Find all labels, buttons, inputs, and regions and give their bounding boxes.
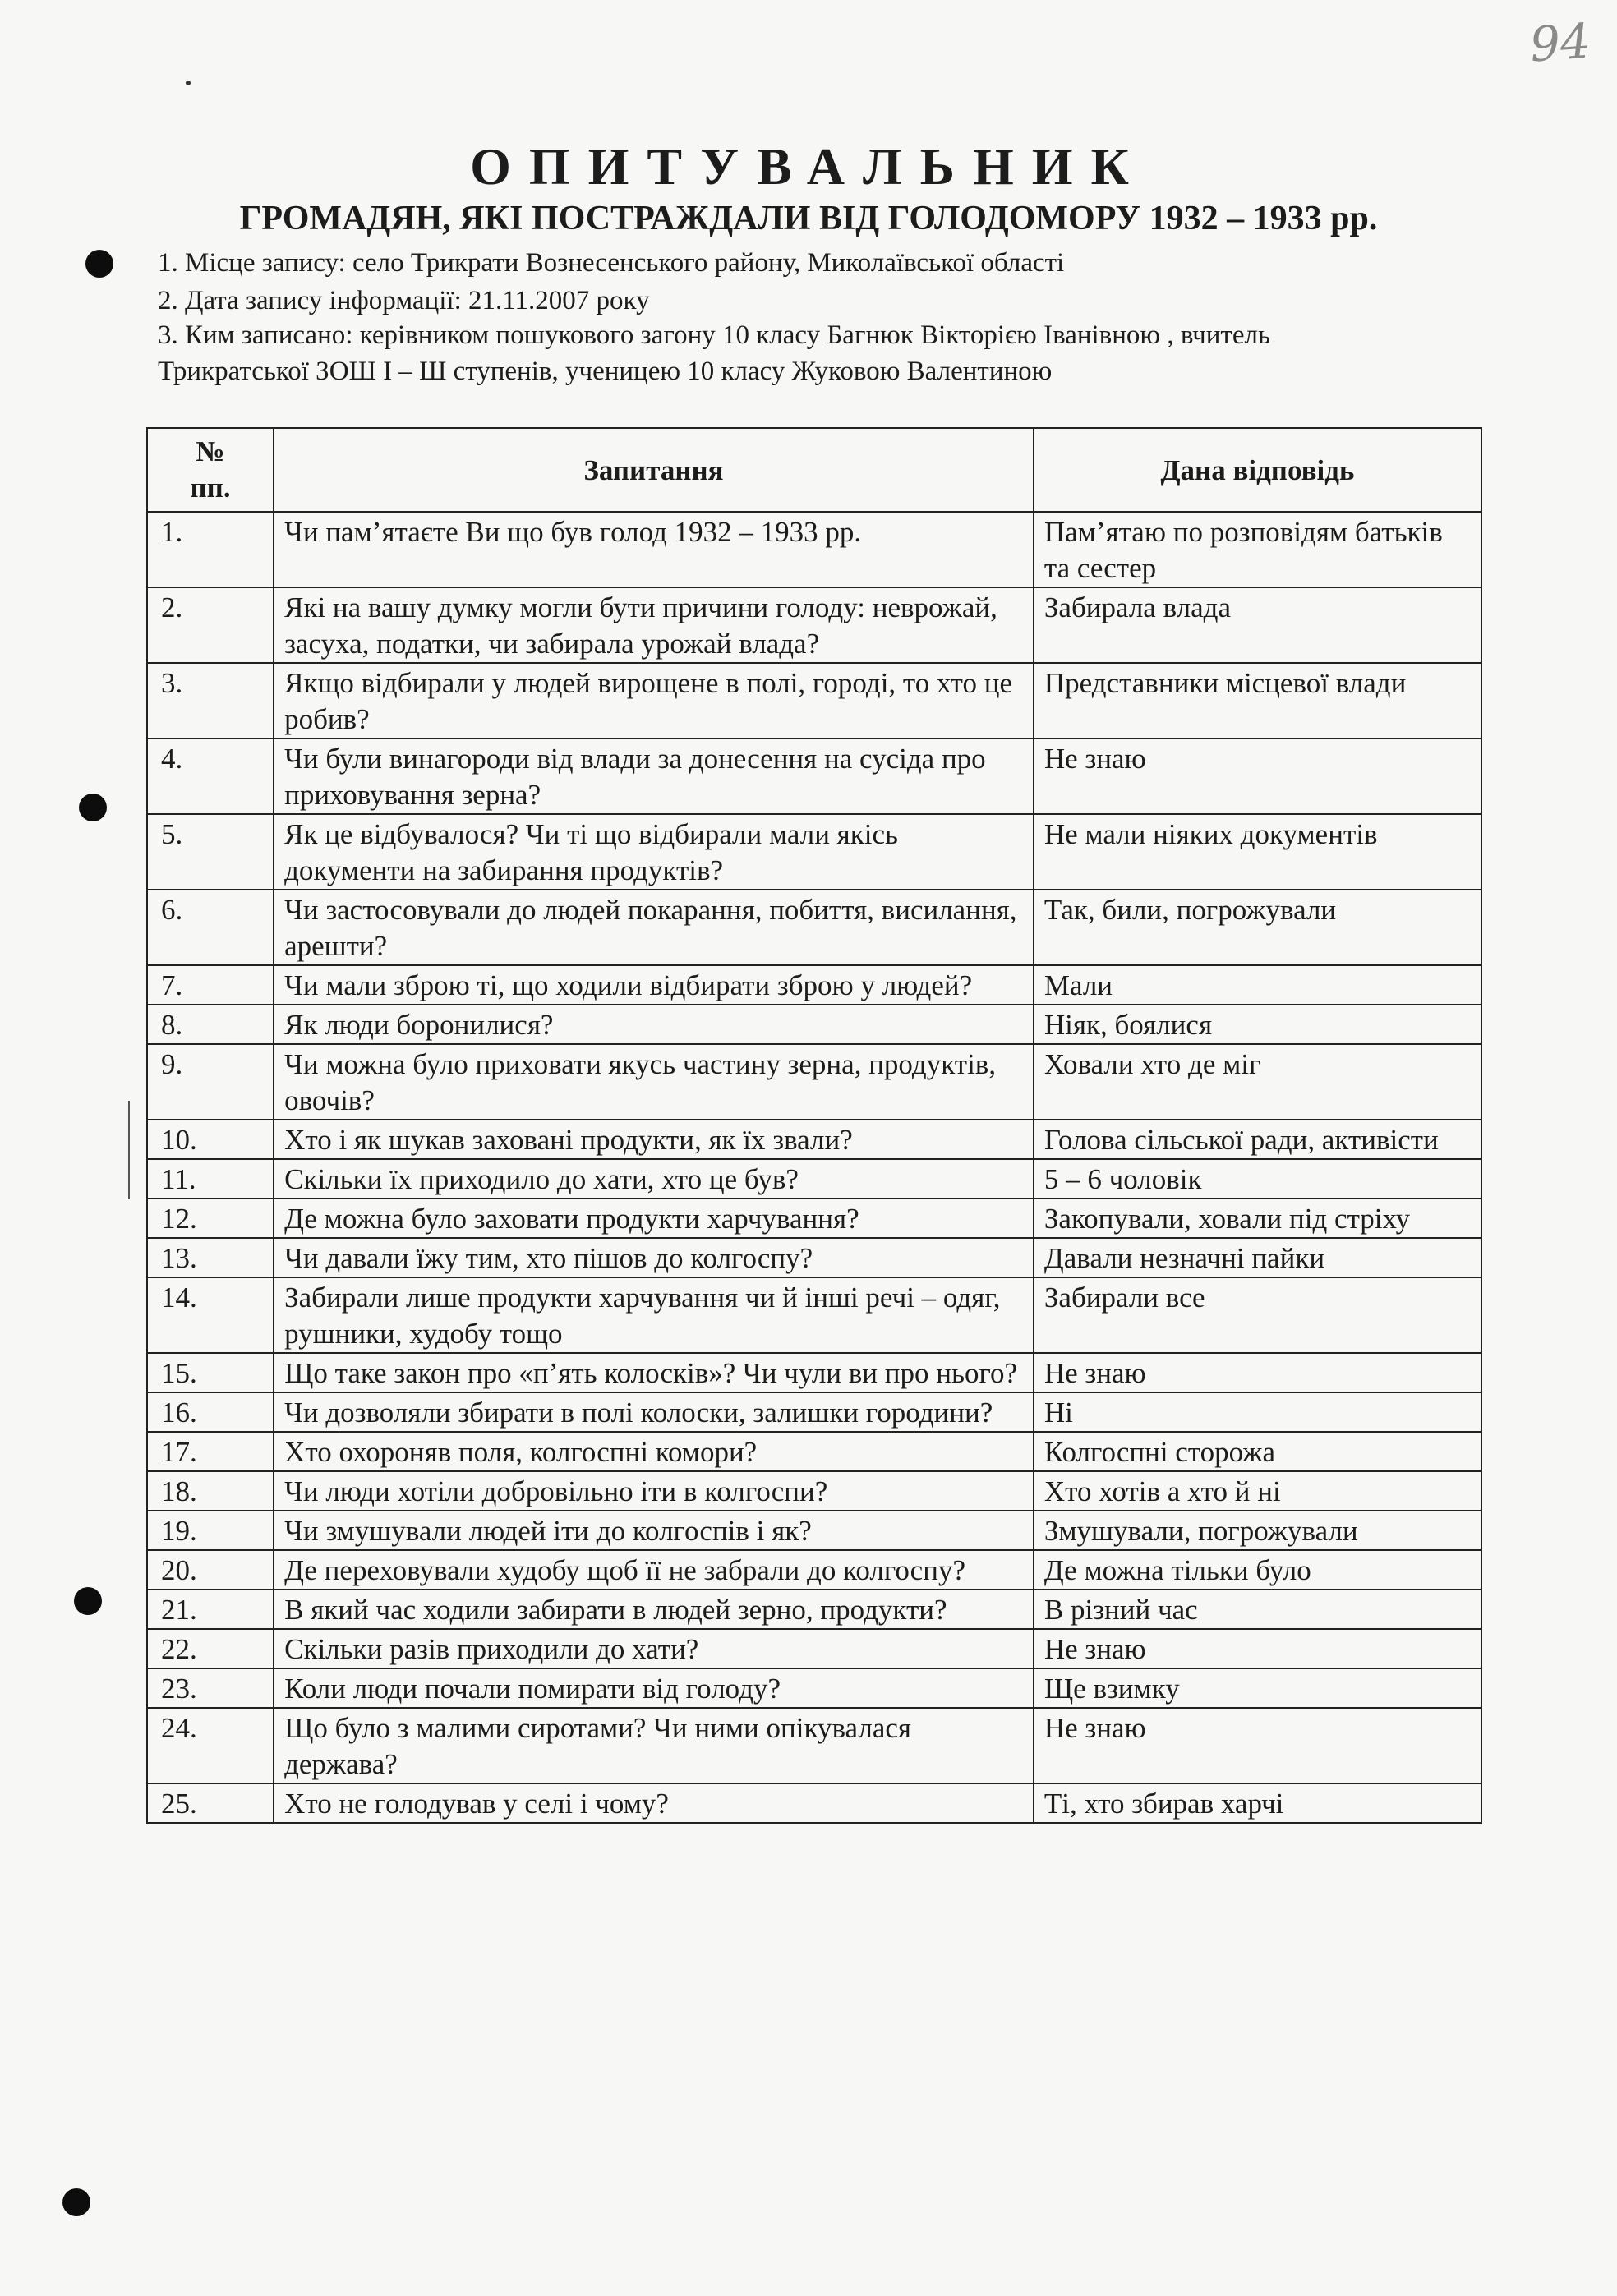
row-answer: Давали незначні пайки [1034,1238,1481,1277]
row-answer: Мали [1034,965,1481,1005]
info-place: 1. Місце запису: село Трикрати Вознесенського району, Миколаївської області [158,248,1065,278]
row-answer: Не знаю [1034,1353,1481,1392]
row-number: 7. [147,965,274,1005]
header-number-symbol: № [196,435,225,467]
row-number: 5. [147,814,274,890]
row-question: Які на вашу думку могли бути причини голоду: неврожай, засуха, податки, чи забирала урожай влада? [274,587,1034,663]
row-number: 1. [147,512,274,587]
row-number: 16. [147,1392,274,1432]
row-answer: Не знаю [1034,1629,1481,1668]
questionnaire-table [146,427,1482,1824]
row-number: 15. [147,1353,274,1392]
row-answer: Ще взимку [1034,1668,1481,1708]
row-question: Хто не голодував у селі і чому? [274,1783,1034,1823]
punch-hole [85,250,113,278]
row-number: 22. [147,1629,274,1668]
punch-hole [79,794,107,821]
row-number: 25. [147,1783,274,1823]
row-question: Чи дозволяли збирати в полі колоски, залишки городини? [274,1392,1034,1432]
table-row [147,512,1481,587]
table-row [147,1199,1481,1238]
row-number: 20. [147,1550,274,1590]
row-answer: Так, били, погрожували [1034,890,1481,965]
row-answer: Ніяк, боялися [1034,1005,1481,1044]
row-question: Що було з малими сиротами? Чи ними опікувалася держава? [274,1708,1034,1783]
table-row [147,814,1481,890]
table-row [147,890,1481,965]
header-number-abbr: пп. [190,472,231,504]
row-answer: Де можна тільки було [1034,1550,1481,1590]
row-number: 3. [147,663,274,738]
table-row [147,1159,1481,1199]
row-question: Чи давали їжу тим, хто пішов до колгоспу? [274,1238,1034,1277]
info-date: 2. Дата запису інформації: 21.11.2007 року [158,286,650,315]
table-row [147,1005,1481,1044]
row-number: 18. [147,1471,274,1511]
row-number: 6. [147,890,274,965]
row-number: 11. [147,1159,274,1199]
row-question: Чи пам’ятаєте Ви що був голод 1932 – 1933 рр. [274,512,1034,587]
row-answer: Змушували, погрожували [1034,1511,1481,1550]
table-row [147,1783,1481,1823]
page-number: 94 [1527,12,1593,73]
row-question: В який час ходили забирати в людей зерно, продукти? [274,1590,1034,1629]
document-subtitle: ГРОМАДЯН, ЯКІ ПОСТРАЖДАЛИ ВІД ГОЛОДОМОРУ 1932 – 1933 рр. [239,200,1378,237]
row-answer: Не знаю [1034,738,1481,814]
row-question: Скільки їх приходило до хати, хто це був? [274,1159,1034,1199]
row-answer: Закопували, ховали під стріху [1034,1199,1481,1238]
row-question: Де переховували худобу щоб її не забрали до колгоспу? [274,1550,1034,1590]
row-number: 21. [147,1590,274,1629]
row-answer: Не мали ніяких документів [1034,814,1481,890]
row-question: Скільки разів приходили до хати? [274,1629,1034,1668]
row-question: Хто охороняв поля, колгоспні комори? [274,1432,1034,1471]
table-header-row [147,428,1481,512]
punch-hole [74,1587,102,1615]
table-row [147,1277,1481,1353]
row-answer: В різний час [1034,1590,1481,1629]
row-number: 8. [147,1005,274,1044]
table-row [147,1550,1481,1590]
row-question: Як люди боронилися? [274,1005,1034,1044]
row-question: Хто і як шукав заховані продукти, як їх звали? [274,1120,1034,1159]
row-question: Якщо відбирали у людей вирощене в полі, городі, то хто це робив? [274,663,1034,738]
table-row [147,587,1481,663]
row-answer: Ховали хто де міг [1034,1044,1481,1120]
table-row [147,1432,1481,1471]
margin-mark [128,1101,136,1199]
row-answer: Колгоспні сторожа [1034,1432,1481,1471]
row-answer: Голова сільської ради, активісти [1034,1120,1481,1159]
row-answer: Хто хотів а хто й ні [1034,1471,1481,1511]
table-row [147,1629,1481,1668]
table-row [147,965,1481,1005]
row-answer: Ні [1034,1392,1481,1432]
row-number: 9. [147,1044,274,1120]
document-title: ОПИТУВАЛЬНИК [470,137,1147,196]
row-number: 14. [147,1277,274,1353]
row-answer: Ті, хто збирав харчі [1034,1783,1481,1823]
row-answer: 5 – 6 чоловік [1034,1159,1481,1199]
row-number: 23. [147,1668,274,1708]
table-row [147,1471,1481,1511]
scan-speck [186,81,191,85]
row-answer: Забирали все [1034,1277,1481,1353]
row-number: 12. [147,1199,274,1238]
header-number [147,428,274,512]
row-question: Де можна було заховати продукти харчування? [274,1199,1034,1238]
row-question: Чи мали зброю ті, що ходили відбирати зброю у людей? [274,965,1034,1005]
row-answer: Забирала влада [1034,587,1481,663]
row-question: Як це відбувалося? Чи ті що відбирали мали якісь документи на забирання продуктів? [274,814,1034,890]
row-number: 10. [147,1120,274,1159]
row-question: Чи можна було приховати якусь частину зерна, продуктів, овочів? [274,1044,1034,1120]
row-question: Коли люди почали помирати від голоду? [274,1668,1034,1708]
header-answer: Дана відповідь [1034,428,1481,512]
punch-hole [62,2188,90,2216]
row-answer: Пам’ятаю по розповідям батьків та сестер [1034,512,1481,587]
table-row [147,1708,1481,1783]
row-number: 19. [147,1511,274,1550]
row-question: Чи були винагороди від влади за донесення на сусіда про приховування зерна? [274,738,1034,814]
row-question: Чи застосовували до людей покарання, побиття, висилання, арешти? [274,890,1034,965]
row-answer: Не знаю [1034,1708,1481,1783]
row-question: Що таке закон про «п’ять колосків»? Чи чули ви про нього? [274,1353,1034,1392]
row-answer: Представники місцевої влади [1034,663,1481,738]
table-row [147,1044,1481,1120]
table-row [147,1238,1481,1277]
row-number: 24. [147,1708,274,1783]
header-question: Запитання [274,428,1034,512]
table-row [147,1668,1481,1708]
table-row [147,1353,1481,1392]
table-row [147,738,1481,814]
info-recorded-by-cont: Трикратської ЗОШ І – Ш ступенів, ученицею 10 класу Жуковою Валентиною [158,357,1053,386]
row-number: 13. [147,1238,274,1277]
table-row [147,1511,1481,1550]
info-recorded-by: 3. Ким записано: керівником пошукового загону 10 класу Багнюк Вікторією Іванівною , вчитель [158,320,1270,350]
row-question: Чи люди хотіли добровільно іти в колгоспи? [274,1471,1034,1511]
row-question: Чи змушували людей іти до колгоспів і як? [274,1511,1034,1550]
row-question: Забирали лише продукти харчування чи й інші речі – одяг, рушники, худобу тощо [274,1277,1034,1353]
row-number: 17. [147,1432,274,1471]
table-row [147,1392,1481,1432]
table-row [147,1590,1481,1629]
table-row [147,663,1481,738]
row-number: 4. [147,738,274,814]
row-number: 2. [147,587,274,663]
table-row [147,1120,1481,1159]
